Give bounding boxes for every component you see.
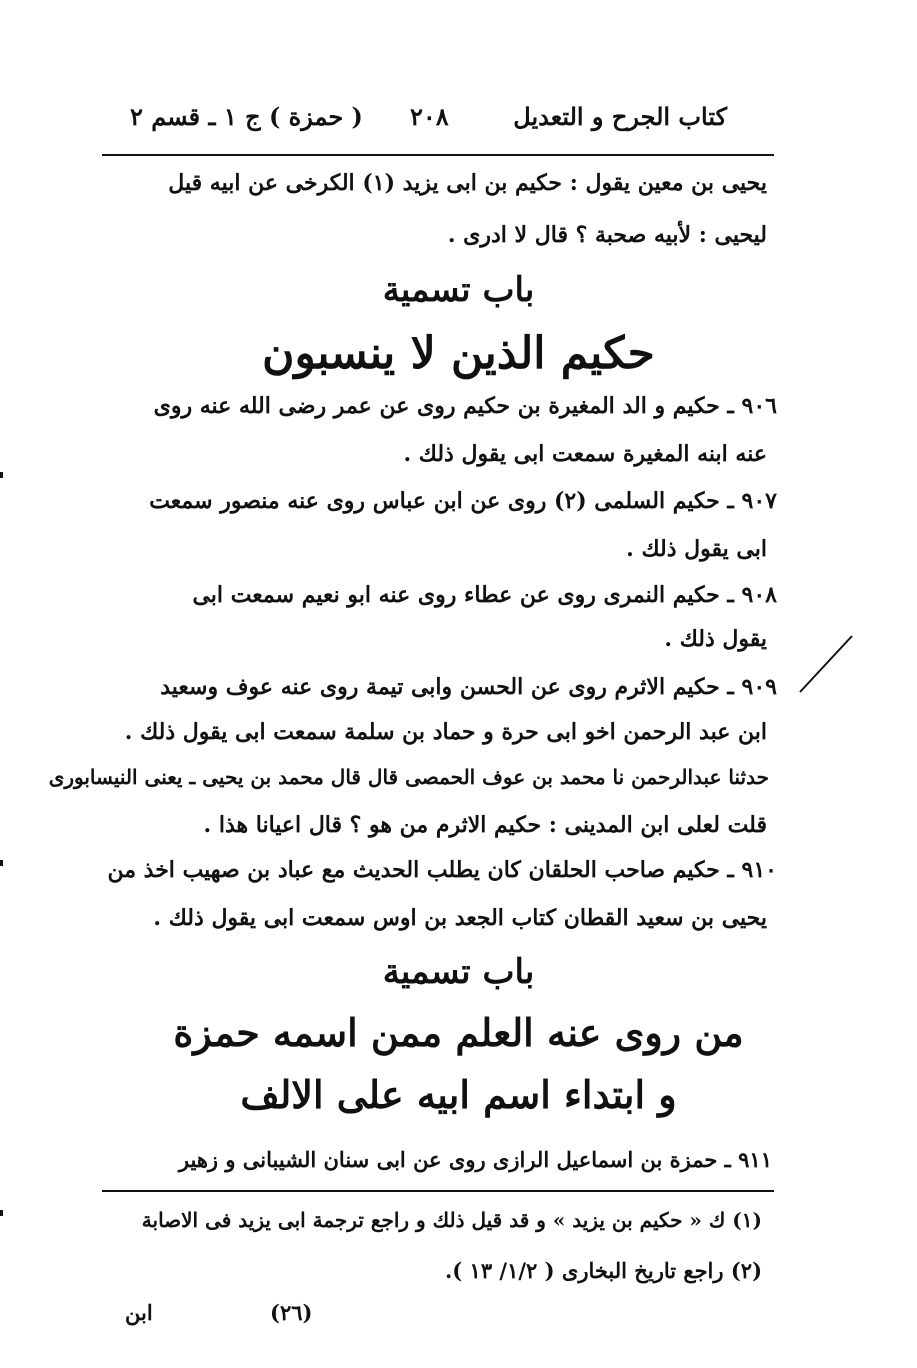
- entry-906-line-2: عنه ابنه المغيرة سمعت ابى يقول ذلك .: [403, 441, 767, 467]
- footnote-2: (٢) راجع تاريخ البخارى ( ١/٢/ ١٣ ).: [444, 1258, 762, 1283]
- footnote-1: (١) ك « حكيم بن يزيد » و قد قيل ذلك و راجع ترجمة ابى يزيد فى الاصابة: [141, 1208, 762, 1232]
- catchword: ابن: [125, 1300, 153, 1325]
- section-reference: ( حمزة ) ج ١ ـ قسم ٢: [130, 102, 363, 131]
- entry-908-line-1: ٩٠٨ ـ حكيم النمرى روى عن عطاء روى عنه ابو نعيم سمعت ابى: [192, 582, 777, 608]
- margin-speck-1: [0, 472, 3, 478]
- margin-speck-2: [0, 860, 3, 866]
- entry-906-line-1: ٩٠٦ ـ حكيم و الد المغيرة بن حكيم روى عن عمر رضى الله عنه روى: [153, 393, 777, 419]
- chapter-1-title: حكيم الذين لا ينسبون: [262, 328, 655, 379]
- signature-mark: (٢٦): [270, 1300, 313, 1325]
- footnote-rule: [102, 1190, 774, 1192]
- entry-911: ٩١١ ـ حمزة بن اسماعيل الرازى روى عن ابى سنان الشيبانى و زهير: [178, 1147, 772, 1172]
- chapter-1-heading: باب تسمية: [382, 270, 535, 310]
- entry-909-line-1: ٩٠٩ ـ حكيم الاثرم روى عن الحسن وابى تيمة روى عنه عوف وسعيد: [160, 674, 777, 700]
- margin-pen-stroke: [790, 630, 860, 700]
- entry-909-line-3: حدثنا عبدالرحمن نا محمد بن عوف الحمصى قال قال محمد بن يحيى ـ يعنى النيسابورى: [48, 765, 769, 789]
- entry-907-line-2: ابى يقول ذلك .: [626, 536, 767, 562]
- entry-909-line-2: ابن عبد الرحمن اخو ابى حرة و حماد بن سلمة سمعت ابى يقول ذلك .: [124, 719, 767, 745]
- intro-line-2: ليحيى : لأبيه صحبة ؟ قال لا ادرى .: [447, 222, 767, 248]
- entry-908-line-2: يقول ذلك .: [664, 626, 767, 652]
- book-title: كتاب الجرح و التعديل: [513, 102, 727, 131]
- entry-907-line-1: ٩٠٧ ـ حكيم السلمى (٢) روى عن ابن عباس روى عنه منصور سمعت: [149, 488, 777, 514]
- entry-910-line-2: يحيى بن سعيد القطان كتاب الجعد بن اوس سمعت ابى يقول ذلك .: [153, 905, 767, 931]
- entry-909-line-4: قلت لعلى ابن المدينى : حكيم الاثرم من هو ؟ قال اعيانا هذا .: [203, 812, 767, 838]
- intro-line-1: يحيى بن معين يقول : حكيم بن ابى يزيد (١) الكرخى عن ابيه قيل: [168, 170, 767, 196]
- chapter-2-title-line-1: من روى عنه العلم ممن اسمه حمزة: [173, 1010, 744, 1055]
- chapter-2-title-line-2: و ابتداء اسم ابيه على الالف: [240, 1072, 677, 1117]
- chapter-2-heading: باب تسمية: [382, 952, 535, 992]
- entry-910-line-1: ٩١٠ ـ حكيم صاحب الحلقان كان يطلب الحديث مع عباد بن صهيب اخذ من: [107, 857, 777, 883]
- header-rule: [102, 154, 774, 156]
- margin-speck-3: [0, 1210, 3, 1216]
- page-number: ٢٠٨: [410, 102, 449, 131]
